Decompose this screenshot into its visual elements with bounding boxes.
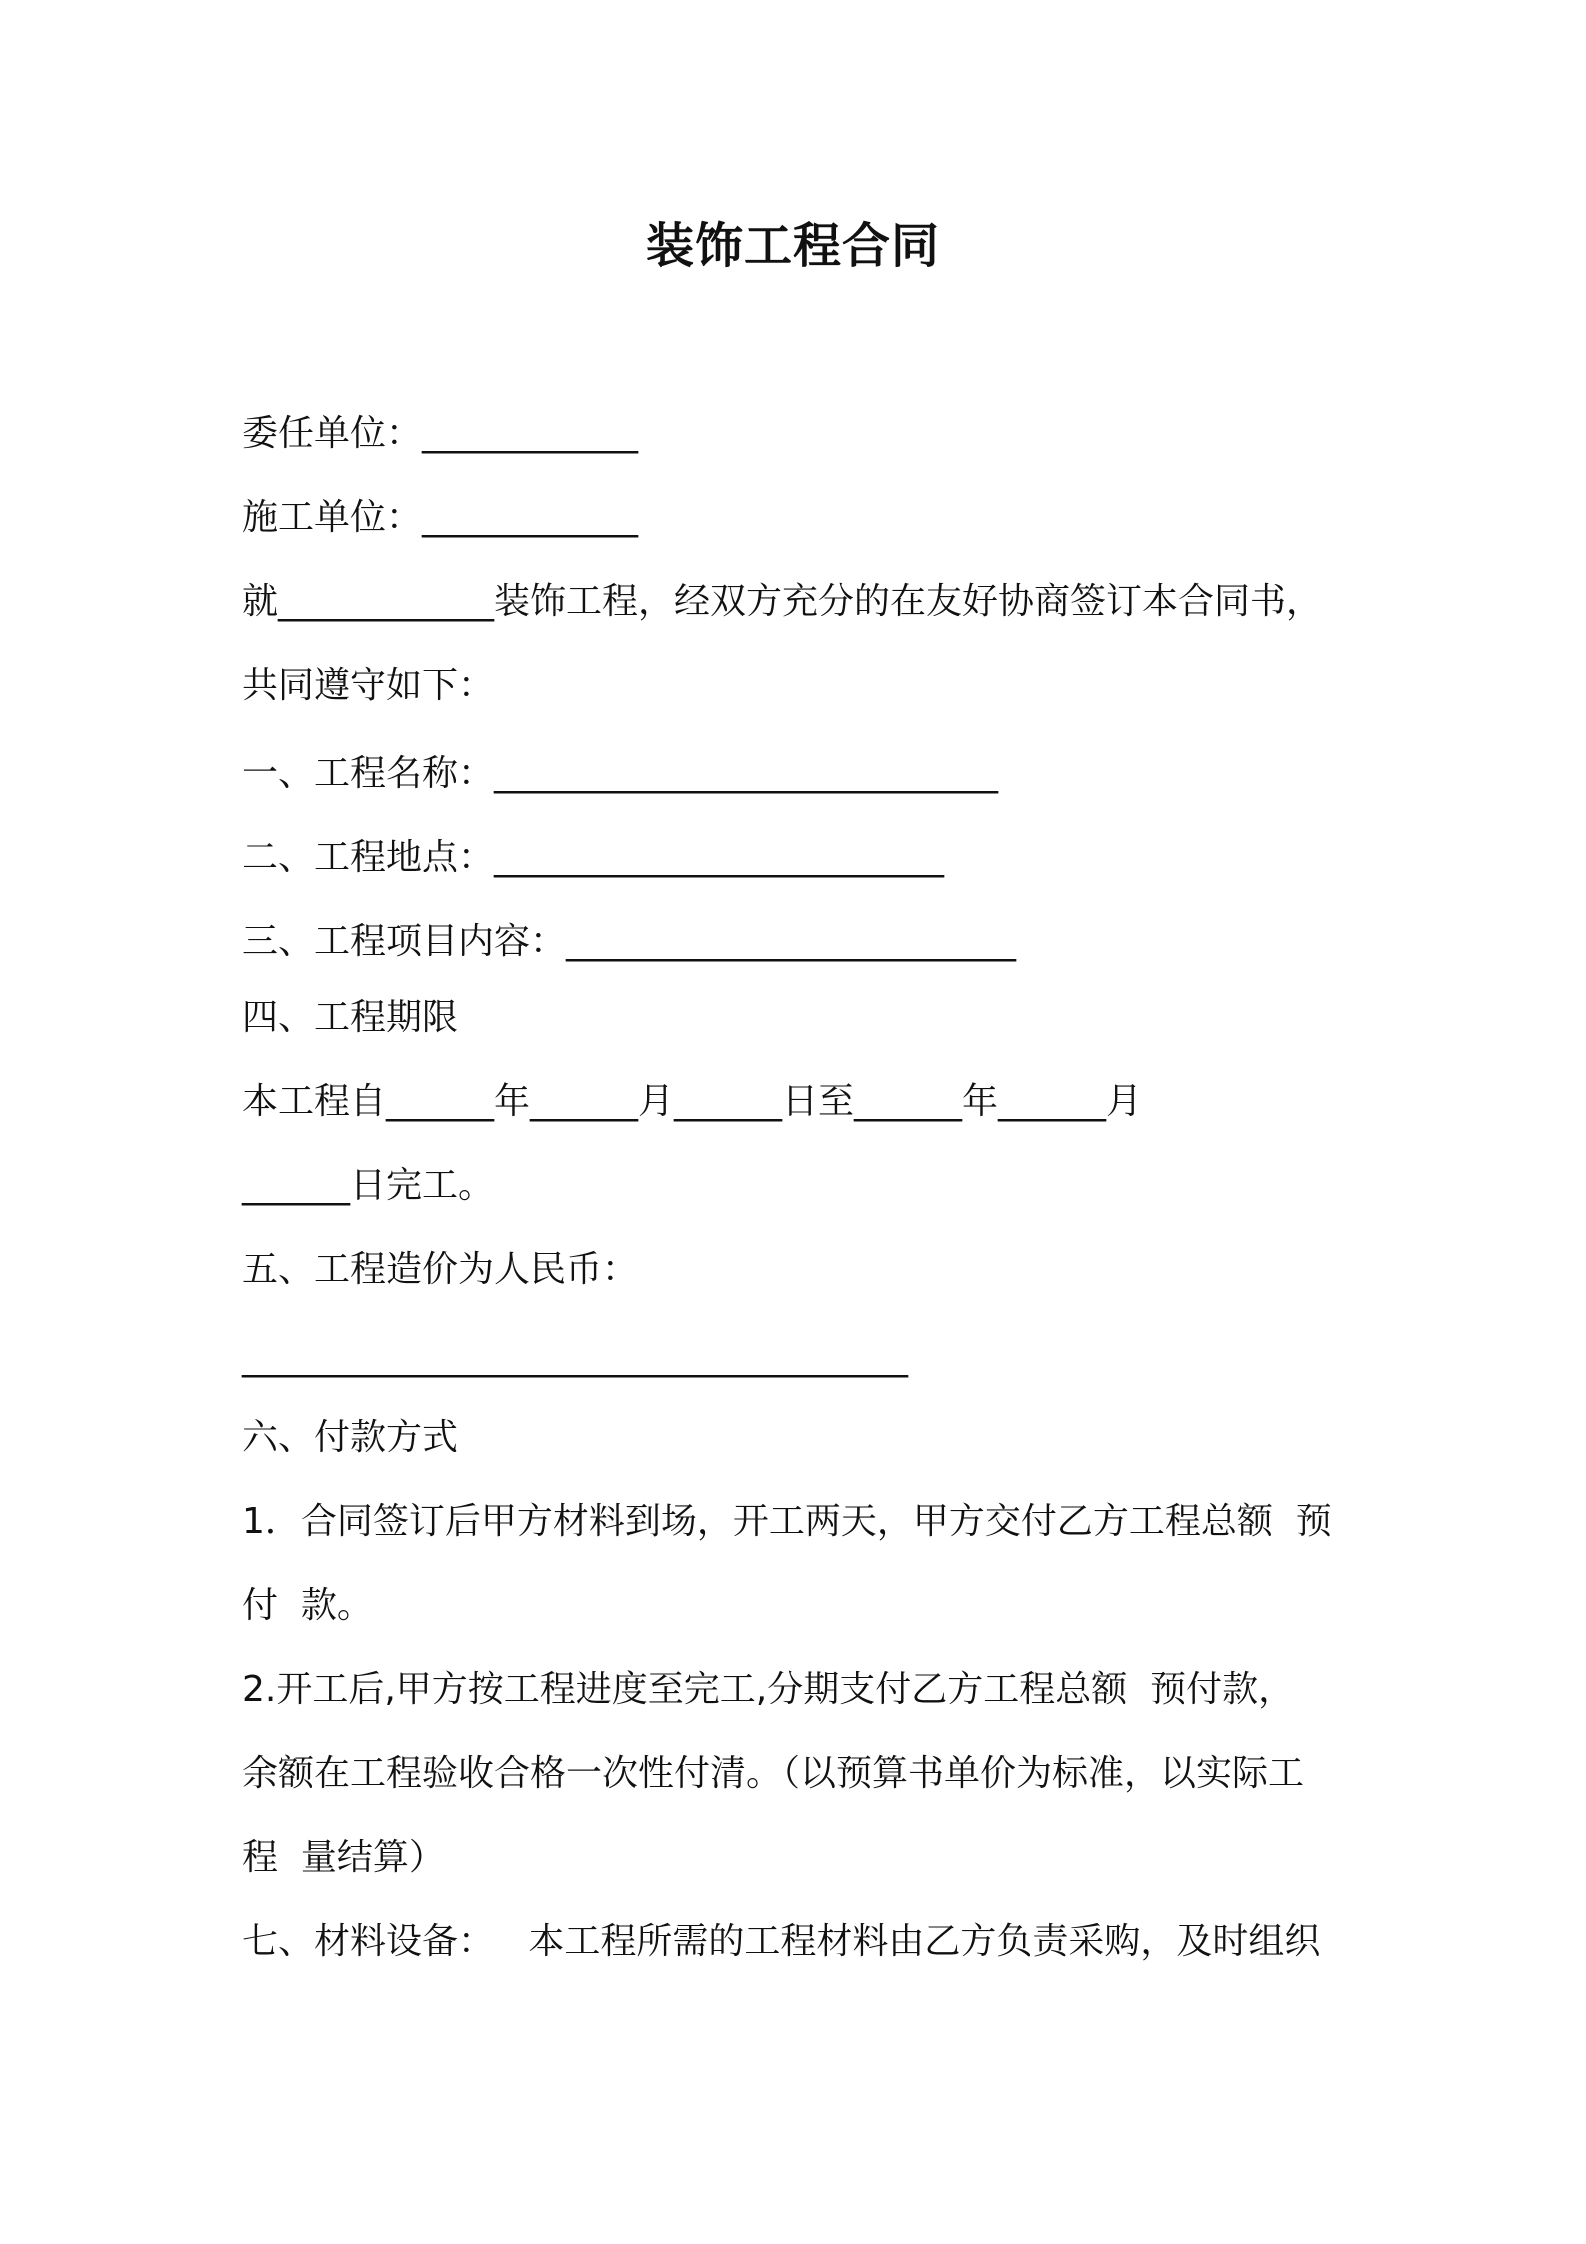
clause-4-period-line-1: 本工程自______年______月______日至______年______月 xyxy=(242,1081,1143,1122)
clause-5-heading: 五、工程造价为人民币： xyxy=(242,1249,639,1290)
clause-2-project-location: 二、工程地点：_________________________ xyxy=(242,837,945,878)
payment-item-2-line-2: 余额在工程验收合格一次性付清。（以预算书单价为标准，以实际工 xyxy=(242,1753,1305,1794)
contractor-unit-line: 施工单位：____________ xyxy=(242,497,639,538)
payment-item-2-line-3: 程 量结算） xyxy=(242,1837,445,1878)
clause-4-period-line-2: ______日完工。 xyxy=(242,1165,495,1206)
intro-line-2: 共同遵守如下： xyxy=(242,665,495,706)
clause-3-project-content: 三、工程项目内容：_________________________ xyxy=(242,921,1017,962)
client-unit-line: 委任单位：____________ xyxy=(242,413,639,454)
payment-item-1-line-1: 1．合同签订后甲方材料到场，开工两天，甲方交付乙方工程总额 预 xyxy=(242,1501,1332,1542)
document-title: 装饰工程合同 xyxy=(645,218,940,274)
clause-5-amount-blank: _____________________________________ xyxy=(242,1337,908,1378)
payment-item-2-line-1: 2.开工后,甲方按工程进度至完工,分期支付乙方工程总额 预付款， xyxy=(242,1669,1295,1710)
intro-line-1: 就____________装饰工程，经双方充分的在友好协商签订本合同书， xyxy=(242,581,1323,622)
clause-4-heading: 四、工程期限 xyxy=(242,997,459,1038)
clause-7-materials-line: 七、材料设备： 本工程所需的工程材料由乙方负责采购，及时组织 xyxy=(242,1921,1321,1962)
payment-item-1-line-2: 付 款。 xyxy=(242,1585,373,1626)
clause-1-project-name: 一、工程名称：____________________________ xyxy=(242,753,999,794)
clause-6-heading: 六、付款方式 xyxy=(242,1417,459,1458)
